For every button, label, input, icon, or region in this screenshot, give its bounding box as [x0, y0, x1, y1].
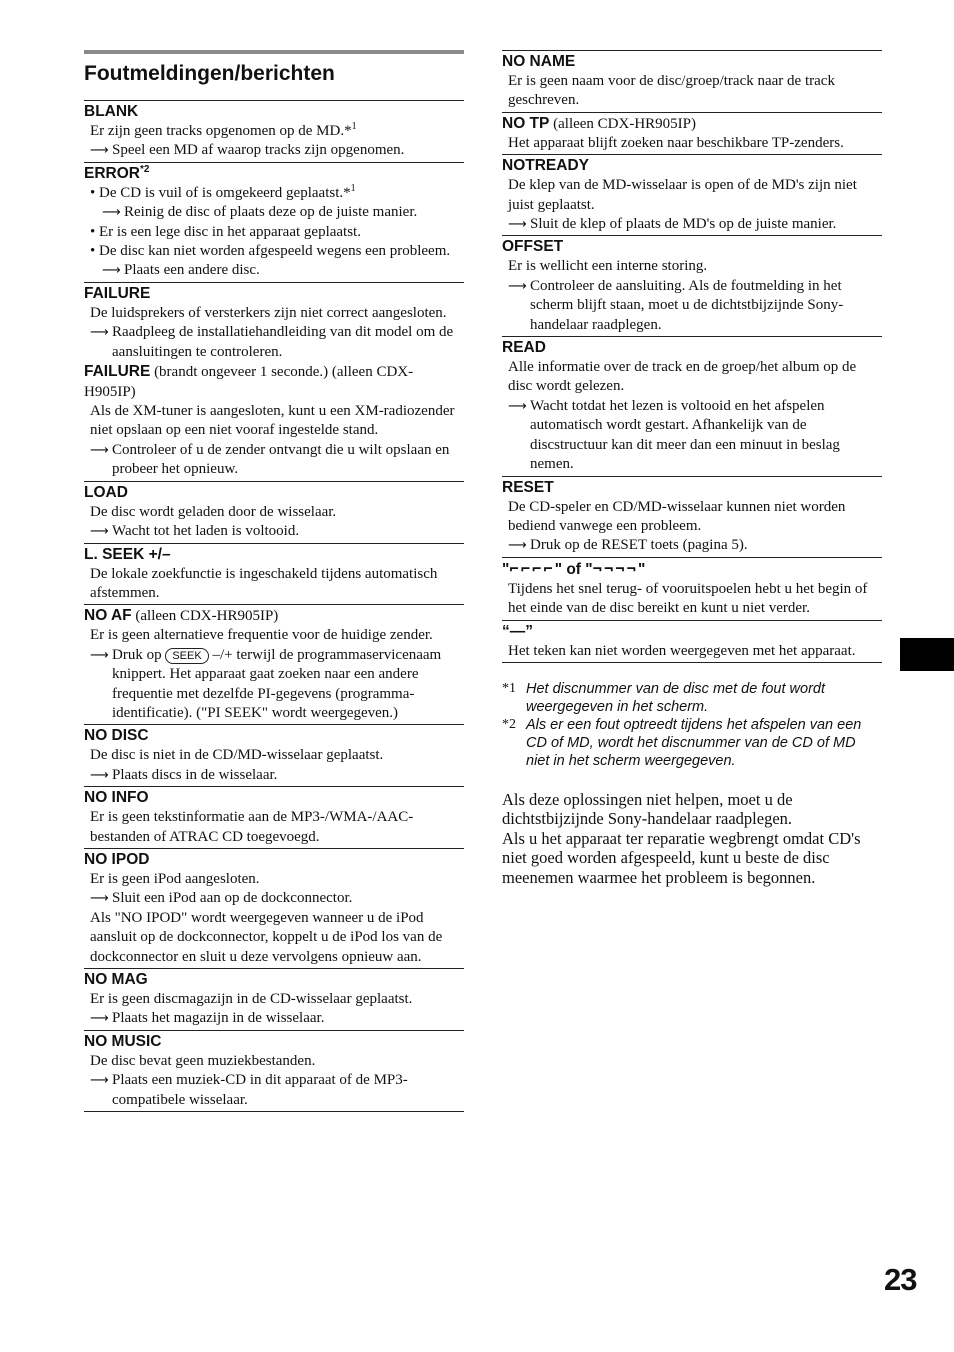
line-text: Er zijn geen tracks opgenomen op de MD.*: [90, 123, 352, 139]
line-text: Tijdens het snel terug- of vooruitspoelen hebt u het begin of het einde van de disc bereikt en kunt u niet verder.: [508, 580, 868, 617]
line-text: Sluit een iPod aan op de dockconnector.: [112, 890, 353, 907]
closing-rule: [84, 1111, 464, 1113]
message-code: BLANK: [84, 103, 139, 120]
quote: ": [637, 560, 646, 578]
entry-body: [84, 1052, 464, 1110]
line-text: De disc bevat geen muziekbestanden.: [90, 1052, 316, 1069]
cause-line: [84, 565, 464, 604]
entry-body: [84, 503, 464, 542]
line-text: De klep van de MD-wisselaar is open of de MD's zijn niet juist geplaatst.: [508, 177, 857, 213]
entry-heading: [84, 1032, 464, 1052]
message-entry: [502, 235, 882, 336]
message-entry: [84, 481, 464, 543]
message-code: L. SEEK +/–: [84, 545, 171, 563]
arrow-right-icon: ⟶: [102, 263, 121, 279]
line-text: Reinig de disc of plaats deze op de juiste manier.: [124, 204, 418, 221]
message-code: ERROR: [84, 164, 140, 182]
remedy-line: [84, 261, 464, 280]
cause-line: [84, 304, 464, 323]
message-entry: [84, 100, 464, 162]
cause-line: [84, 1052, 464, 1071]
entry-body: [502, 257, 882, 335]
message-code: NO DISC: [84, 727, 149, 745]
entry-heading: [84, 788, 464, 808]
message-code: FAILURE: [84, 284, 151, 302]
message-entry: [84, 1030, 464, 1111]
heading-rule: [84, 50, 464, 54]
footnote: [502, 716, 882, 770]
line-text: • De CD is vuil of is omgekeerd geplaatst.*: [90, 184, 351, 201]
message-entry: [502, 620, 882, 662]
line-text: Plaats het magazijn in de wisselaar.: [112, 1010, 325, 1027]
message-code: FAILURE: [84, 363, 151, 381]
line-text: Controleer de aansluiting. Als de foutmelding in het scherm blijft staan, moet u de dichtstbijzijnde Sony-handelaar raadplegen.: [530, 277, 844, 333]
line-text: De CD-speler en CD/MD-wisselaar kunnen niet worden bediend vanwege een probleem.: [508, 498, 846, 534]
entry-body: [84, 808, 464, 847]
message-code: NOTREADY: [502, 157, 589, 175]
message-entry: [84, 968, 464, 1030]
cause-line: [84, 870, 464, 889]
footnotes: [502, 680, 882, 770]
line-text: Plaats discs in de wisselaar.: [112, 766, 278, 783]
line-text: Er is geen alternatieve frequentie voor de huidige zender.: [90, 627, 433, 644]
entry-body: [84, 990, 464, 1029]
remedy-line: [84, 889, 464, 908]
line-text: • Er is een lege disc in het apparaat geplaatst.: [90, 223, 361, 240]
line-text: Als "NO IPOD" wordt weergegeven wanneer u de iPod aansluit op de dockconnector, koppelt u de iPod los van de dockconnector en sluit u deze vervolgens opnieuw aan.: [90, 909, 443, 965]
arrow-right-icon: ⟶: [508, 278, 527, 294]
undisplayable-char-glyph: —: [509, 622, 526, 640]
arrow-right-icon: ⟶: [90, 325, 109, 341]
line-text: Alle informatie over de track en de groep/het album op de disc wordt gelezen.: [508, 359, 857, 395]
message-entry: [84, 604, 464, 724]
line-text: Wacht tot het laden is voltooid.: [112, 523, 300, 540]
footnote-text: Het discnummer van de disc met de fout wordt weergegeven in het scherm.: [526, 680, 825, 715]
message-entry: [502, 112, 882, 154]
message-code: OFFSET: [502, 238, 564, 256]
remedy-line: [502, 277, 882, 335]
entry-heading: [502, 622, 882, 642]
heading-text: " of ": [554, 560, 593, 578]
arrow-right-icon: ⟶: [508, 217, 527, 233]
message-code: NO NAME: [502, 53, 576, 70]
section-tab-marker: [900, 638, 954, 671]
line-text: Er is geen tekstinformatie aan de MP3-/WMA-/AAC-bestanden of ATRAC CD toegevoegd.: [90, 809, 414, 845]
arrow-right-icon: ⟶: [90, 767, 109, 783]
remedy-line: [502, 397, 882, 475]
line-text: De luidsprekers of versterkers zijn niet correct aangesloten.: [90, 304, 447, 321]
cause-line: [84, 808, 464, 847]
line-text: De disc wordt geladen door de wisselaar.: [90, 503, 337, 520]
line-text: De disc is niet in de CD/MD-wisselaar geplaatst.: [90, 747, 384, 764]
remedy-line: [84, 141, 464, 160]
remedy-line: [84, 766, 464, 785]
message-code: NO IPOD: [84, 850, 150, 868]
cause-line: [84, 909, 464, 967]
arrow-right-icon: ⟶: [90, 524, 109, 540]
remedy-line: [84, 1071, 464, 1110]
entry-body: [502, 498, 882, 556]
line-text: Wacht totdat het lezen is voltooid en het afspelen automatisch wordt gestart. Afhankelijk van de discstructuur kan dit meer dan een minuut in beslag nemen.: [530, 397, 840, 473]
cause-line: [502, 498, 882, 537]
message-entry: [502, 154, 882, 235]
display-glyphs: ⌐⌐⌐⌐: [509, 559, 555, 578]
message-entry: [502, 476, 882, 557]
left-entries: [84, 100, 464, 1111]
entry-heading: [502, 478, 882, 498]
entry-heading: [502, 237, 882, 257]
remedy-line: [84, 323, 464, 362]
line-text: Er is geen naam voor de disc/groep/track naar de track geschreven.: [508, 73, 835, 109]
entry-body: [502, 580, 882, 619]
heading-note: (alleen CDX-HR905IP): [549, 115, 697, 132]
arrow-right-icon: ⟶: [90, 143, 109, 159]
footnote-ref: *2: [139, 163, 150, 175]
entry-heading: [84, 102, 464, 122]
message-entry: [84, 724, 464, 786]
cause-line: [84, 990, 464, 1009]
cause-line: [84, 122, 464, 141]
heading-note: (alleen CDX-HR905IP): [131, 608, 279, 625]
remedy-line: [502, 215, 882, 234]
cause-line: [502, 580, 882, 619]
message-entry: [84, 162, 464, 282]
line-text: Raadpleeg de installatiehandleiding van dit model om de aansluitingen te controleren.: [112, 324, 454, 360]
cause-line: [502, 358, 882, 397]
remedy-line: [84, 646, 464, 724]
line-text: Het teken kan niet worden weergegeven met het apparaat.: [508, 642, 856, 659]
cause-line: [84, 402, 464, 441]
message-entry: [84, 848, 464, 968]
remedy-line: [502, 536, 882, 555]
entry-body: [84, 304, 464, 362]
entry-heading: [84, 970, 464, 990]
closing-text: [502, 790, 882, 887]
seek-key-button: SEEK: [165, 648, 208, 664]
remedy-line: [84, 441, 464, 480]
arrow-right-icon: ⟶: [102, 205, 121, 221]
message-entry: [84, 543, 464, 605]
entry-body: [502, 642, 882, 661]
message-entry: [502, 557, 882, 620]
quote: ”: [525, 622, 533, 640]
message-entry: [502, 50, 882, 112]
page-title: Foutmeldingen/berichten: [84, 62, 335, 85]
arrow-right-icon: ⟶: [90, 1011, 109, 1027]
entry-heading: [84, 726, 464, 746]
arrow-right-icon: ⟶: [90, 442, 109, 458]
entry-heading: [502, 338, 882, 358]
message-code: LOAD: [84, 483, 128, 501]
closing-paragraph: Als deze oplossingen niet helpen, moet u de dichtstbijzijnde Sony-handelaar raadplegen.: [502, 789, 793, 829]
display-glyphs: ¬¬¬¬: [592, 559, 638, 578]
message-entry: [84, 282, 464, 481]
entry-heading: [84, 284, 464, 304]
message-code: NO MUSIC: [84, 1032, 162, 1050]
entry-heading: [84, 483, 464, 503]
line-text: Er is wellicht een interne storing.: [508, 258, 708, 275]
line-text: –/+ terwijl de programmaservicenaam knippert. Het apparaat gaat zoeken naar een andere frequentie met dezelfde PI-gegevens (programma-identificatie). ("PI SEEK" wordt weergegeven.): [112, 646, 442, 721]
footnote-mark: *2: [502, 716, 516, 732]
entry-heading: [84, 545, 464, 565]
line-text: Als de XM-tuner is aangesloten, kunt u een XM-radiozender niet opslaan op een niet vooraf ingestelde stand.: [90, 403, 455, 439]
message-code: NO INFO: [84, 789, 149, 807]
entry-heading: [502, 52, 882, 72]
entry-body: [502, 134, 882, 153]
message-code: READ: [502, 339, 546, 357]
closing-paragraph: Als u het apparaat ter reparatie wegbrengt omdat CD's niet goed worden afgespeeld, kunt u beste de disc meenemen waarmee het probleem is begonnen.: [502, 828, 861, 887]
entry-body: [84, 122, 464, 161]
entry-body: [84, 565, 464, 604]
footnote: [502, 680, 882, 716]
entry-body: [502, 176, 882, 234]
remedy-line: [84, 522, 464, 541]
arrow-right-icon: ⟶: [90, 647, 109, 663]
arrow-right-icon: ⟶: [90, 1073, 109, 1089]
entry-heading: [84, 362, 464, 402]
line-text: Controleer of u de zender ontvangt die u wilt opslaan en probeer het opnieuw.: [112, 441, 450, 478]
footnote-text: Als er een fout optreedt tijdens het afspelen van een CD of MD, wordt het discnummer van de CD of MD niet in het scherm weergegeven.: [526, 716, 862, 769]
footnote-ref: 1: [351, 121, 357, 132]
message-code: RESET: [502, 478, 554, 496]
line-text: Druk op: [112, 646, 166, 663]
cause-line: [84, 503, 464, 522]
cause-line: [502, 642, 882, 661]
arrow-right-icon: ⟶: [90, 891, 109, 907]
left-column: [84, 50, 464, 1113]
entry-heading: [502, 114, 882, 134]
line-text: Sluit de klep of plaats de MD's op de juiste manier.: [530, 216, 837, 233]
entry-heading: [84, 164, 464, 184]
entry-body: [84, 870, 464, 967]
line-text: Het apparaat blijft zoeken naar beschikbare TP-zenders.: [508, 134, 844, 151]
cause-line: [502, 134, 882, 153]
line-text: Plaats een muziek-CD in dit apparaat of de MP3-compatibele wisselaar.: [112, 1072, 408, 1108]
entry-heading: [502, 156, 882, 176]
message-entry: [84, 786, 464, 848]
cause-line: [502, 176, 882, 215]
message-code: NO TP: [502, 114, 550, 132]
footnote-ref: 1: [350, 182, 356, 194]
remedy-line: [84, 1009, 464, 1028]
line-text: Er is geen discmagazijn in de CD-wisselaar geplaatst.: [90, 991, 413, 1007]
bullet-line: [84, 242, 464, 261]
cause-line: [502, 257, 882, 276]
quote: ": [502, 560, 510, 578]
line-text: • De disc kan niet worden afgespeeld wegens een probleem.: [90, 243, 451, 260]
bullet-line: [84, 184, 464, 203]
cause-line: [84, 626, 464, 645]
entry-body: [502, 358, 882, 474]
right-entries: [502, 50, 882, 662]
entry-body: [84, 184, 464, 281]
arrow-right-icon: ⟶: [508, 538, 527, 554]
line-text: Er is geen iPod aangesloten.: [90, 870, 260, 887]
entry-body: [84, 402, 464, 480]
line-text: Plaats een andere disc.: [124, 262, 260, 279]
entry-body: [84, 746, 464, 785]
closing-rule: [502, 662, 882, 664]
cause-line: [84, 746, 464, 765]
cause-line: [502, 72, 882, 111]
line-text: Speel een MD af waarop tracks zijn opgenomen.: [112, 142, 405, 159]
heading-note: (brandt ongeveer 1 seconde.) (alleen CDX-H905IP): [84, 364, 414, 401]
line-text: De lokale zoekfunctie is ingeschakeld tijdens automatisch afstemmen.: [90, 565, 438, 601]
entry-heading: [84, 850, 464, 870]
line-text: Druk op de RESET toets (pagina 5).: [530, 537, 748, 554]
message-code: NO AF: [84, 607, 132, 625]
entry-heading: [502, 559, 882, 580]
page-number: 23: [884, 1262, 917, 1297]
entry-body: [502, 72, 882, 111]
entry-heading: [84, 606, 464, 626]
bullet-line: [84, 223, 464, 242]
entry-body: [84, 626, 464, 723]
arrow-right-icon: ⟶: [508, 398, 527, 414]
quote: “: [502, 622, 510, 640]
message-entry: [502, 336, 882, 475]
footnote-mark: *1: [502, 680, 516, 696]
right-column: [502, 50, 882, 887]
message-code: NO MAG: [84, 971, 148, 988]
remedy-line: [84, 203, 464, 222]
